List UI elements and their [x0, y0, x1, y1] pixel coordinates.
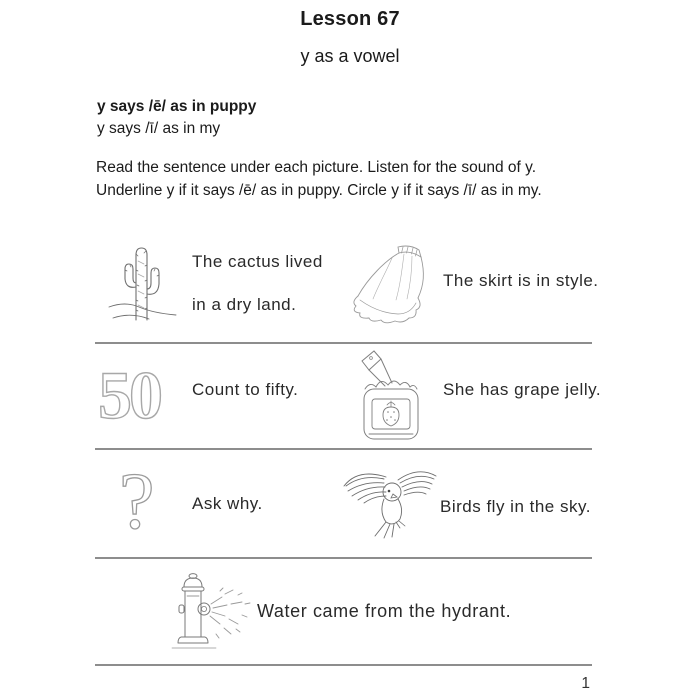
- row-divider-3: [95, 557, 592, 559]
- question-mark-text: ?: [119, 460, 155, 546]
- pronunciation-key: [97, 96, 256, 140]
- sentence-jelly: She has grape jelly.: [443, 380, 602, 399]
- sentence-cactus-line1: The cactus lived: [192, 252, 323, 271]
- sentence-skirt: The skirt is in style.: [443, 271, 599, 290]
- sentence-why: Ask why.: [192, 494, 263, 513]
- page-number: 1: [581, 675, 590, 692]
- skirt-illustration: [346, 237, 438, 329]
- row-divider-4: [95, 664, 592, 666]
- page-subtitle: y as a vowel: [300, 46, 400, 66]
- page-title: Lesson 67: [300, 8, 400, 30]
- key-line-long-e: y says /ē/ as in puppy: [97, 98, 257, 115]
- jelly-jar-illustration: [348, 349, 434, 445]
- instructions-line-1: Read the sentence under each picture. Listen for the sound of y.: [96, 159, 537, 176]
- question-mark-illustration: [114, 460, 170, 548]
- number-fifty-illustration: [95, 358, 190, 430]
- fire-hydrant-illustration: [158, 571, 254, 655]
- sentence-cactus-line2: in a dry land.: [192, 295, 297, 314]
- key-line-long-i: y says /ī/ as in my: [97, 120, 221, 137]
- owl-illustration: [340, 464, 440, 544]
- sentence-fifty: Count to fifty.: [192, 380, 299, 399]
- sentence-hydrant: Water came from the hydrant.: [257, 601, 512, 621]
- row-divider-2: [95, 448, 592, 450]
- number-fifty-text: 50: [98, 358, 160, 430]
- sentence-birds: Birds fly in the sky.: [440, 497, 591, 516]
- cactus-illustration: [105, 241, 181, 327]
- row-divider-1: [95, 342, 592, 344]
- instructions: [96, 157, 542, 202]
- instructions-line-2: Underline y if it says /ē/ as in puppy. Circle y if it says /ī/ as in my.: [96, 181, 542, 199]
